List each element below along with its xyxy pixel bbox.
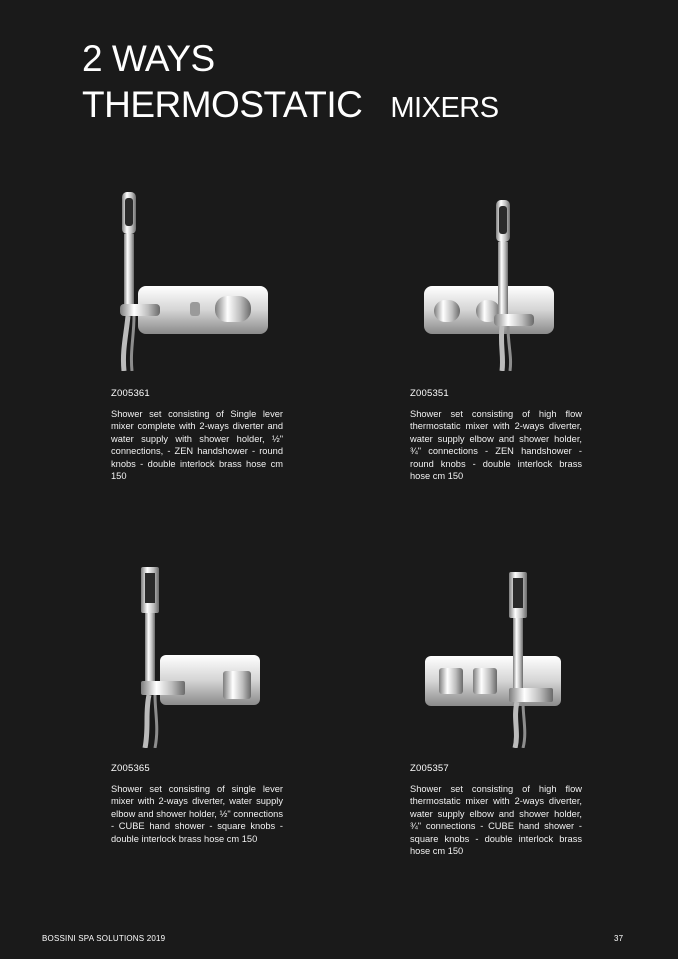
- title-main: THERMOSTATIC: [82, 84, 363, 125]
- page-title-line2: [82, 86, 499, 123]
- page-number: 37: [614, 934, 624, 943]
- product-card-z005351: [410, 388, 582, 482]
- product-card-z005365: [111, 763, 283, 845]
- product-code: Z005365: [111, 763, 150, 774]
- page-title-line1: 2 WAYS: [82, 38, 215, 79]
- product-photo-z005361: [110, 186, 275, 371]
- footer-brand: BOSSINI SPA SOLUTIONS 2019: [42, 934, 166, 943]
- product-description: Shower set consisting of single lever mixer with 2-ways diverter, water supply elbow and shower holder, ½" connections - CUBE hand shower - square knobs - double interlock brass hose cm 150: [111, 784, 283, 844]
- product-photo-z005357: [425, 568, 565, 748]
- product-code: Z005361: [111, 388, 150, 399]
- product-photo-z005365: [135, 563, 265, 748]
- product-code: Z005351: [410, 388, 449, 399]
- product-card-z005361: [111, 388, 283, 482]
- product-description: Shower set consisting of Single lever mixer complete with 2-ways diverter and water supply with shower holder, ½" connections, - ZEN handshower - round knobs - double interlock brass hose cm 150: [111, 409, 283, 482]
- product-card-z005357: [410, 763, 582, 857]
- product-code: Z005357: [410, 763, 449, 774]
- product-photo-z005351: [420, 196, 560, 371]
- title-sub: MIXERS: [390, 92, 499, 124]
- product-description: Shower set consisting of high flow thermostatic mixer with 2-ways diverter, water supply elbow and shower holder, ¾" connections - CUBE hand shower - square knobs - double interlock brass hose cm 150: [410, 784, 582, 857]
- product-description: Shower set consisting of high flow thermostatic mixer with 2-ways diverter, water supply elbow and shower holder, ¾" connections - ZEN handshower - round knobs - double interlock brass hose cm 150: [410, 409, 582, 482]
